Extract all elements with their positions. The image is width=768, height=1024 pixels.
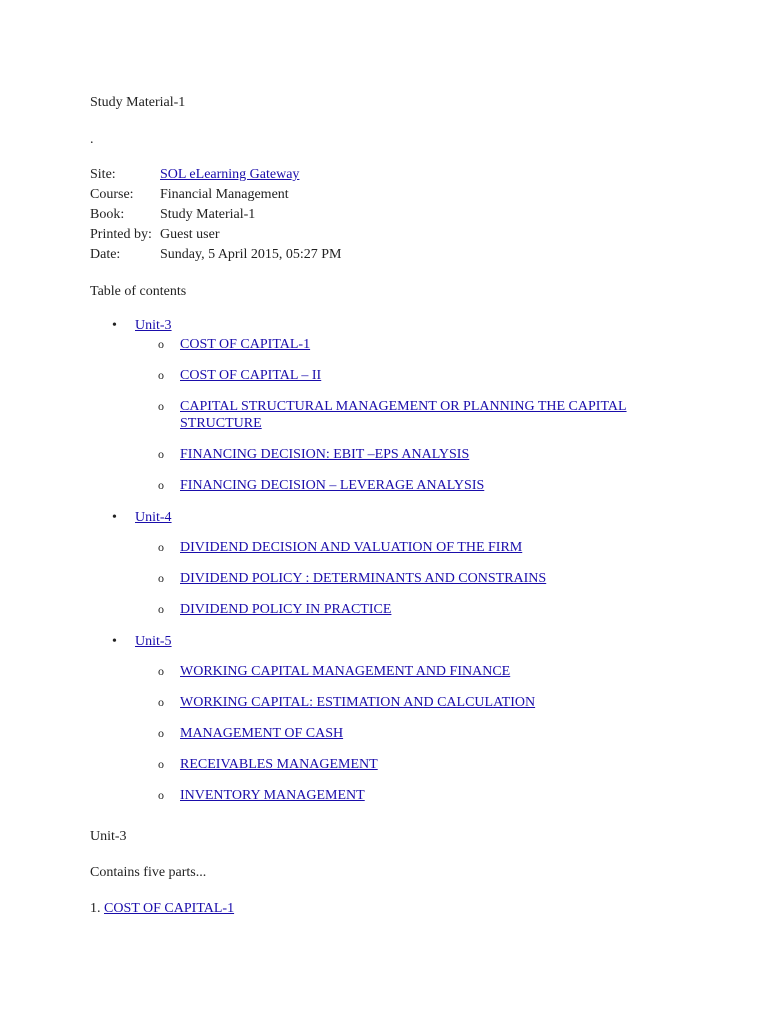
first-part-link[interactable]: COST OF CAPITAL-1 bbox=[104, 901, 235, 916]
metadata-value: Study Material-1 bbox=[160, 207, 256, 222]
toc-item-link[interactable]: COST OF CAPITAL – II bbox=[180, 368, 322, 383]
toc-item bbox=[135, 570, 700, 587]
metadata-row bbox=[90, 206, 342, 226]
metadata-value: Sunday, 5 April 2015, 05:27 PM bbox=[160, 247, 342, 262]
toc-item bbox=[135, 477, 700, 494]
toc-item bbox=[135, 367, 700, 384]
metadata-value: Financial Management bbox=[160, 187, 289, 202]
toc-item bbox=[135, 398, 700, 432]
metadata-row bbox=[90, 246, 342, 266]
metadata-key: Date: bbox=[90, 247, 121, 262]
metadata-key: Book: bbox=[90, 207, 125, 222]
toc-item-link[interactable]: WORKING CAPITAL: ESTIMATION AND CALCULATION bbox=[180, 695, 536, 710]
toc-unit-link[interactable]: Unit-5 bbox=[135, 634, 172, 649]
toc-item-link[interactable]: DIVIDEND DECISION AND VALUATION OF THE FIRM bbox=[180, 540, 523, 555]
toc-item bbox=[135, 756, 700, 773]
metadata-value-cell bbox=[160, 186, 342, 206]
table-of-contents bbox=[90, 317, 700, 804]
toc-item-link[interactable]: MANAGEMENT OF CASH bbox=[180, 726, 344, 741]
toc-item-link[interactable]: WORKING CAPITAL MANAGEMENT AND FINANCE bbox=[180, 664, 511, 679]
toc-item-link[interactable]: DIVIDEND POLICY : DETERMINANTS AND CONSTRAINS bbox=[180, 571, 547, 586]
metadata-row bbox=[90, 186, 342, 206]
toc-item bbox=[135, 601, 700, 618]
toc-unit bbox=[90, 633, 700, 804]
first-part-number: 1. bbox=[90, 901, 101, 916]
toc-heading: Table of contents bbox=[90, 284, 187, 299]
toc-sublist bbox=[135, 336, 700, 494]
toc-item-link[interactable]: RECEIVABLES MANAGEMENT bbox=[180, 757, 378, 772]
section-intro: Contains five parts... bbox=[90, 865, 207, 880]
metadata-row bbox=[90, 166, 342, 186]
toc-item bbox=[135, 694, 700, 711]
toc-item-link[interactable]: FINANCING DECISION – LEVERAGE ANALYSIS bbox=[180, 478, 485, 493]
toc-item-link[interactable]: FINANCING DECISION: EBIT –EPS ANALYSIS bbox=[180, 447, 470, 462]
document-title: Study Material-1 bbox=[90, 95, 186, 110]
metadata-value-cell bbox=[160, 166, 342, 186]
metadata-key: Course: bbox=[90, 187, 134, 202]
metadata-value-cell bbox=[160, 246, 342, 266]
toc-item bbox=[135, 663, 700, 680]
toc-item-link[interactable]: INVENTORY MANAGEMENT bbox=[180, 788, 365, 803]
toc-item bbox=[135, 336, 700, 353]
toc-unit-link[interactable]: Unit-4 bbox=[135, 510, 172, 525]
metadata-value-cell bbox=[160, 226, 342, 246]
metadata-value: Guest user bbox=[160, 227, 220, 242]
toc-item-link[interactable]: COST OF CAPITAL-1 bbox=[180, 337, 311, 352]
toc-unit-link[interactable]: Unit-3 bbox=[135, 318, 172, 333]
separator-dot: . bbox=[90, 132, 94, 147]
metadata-key: Printed by: bbox=[90, 227, 152, 242]
toc-unit bbox=[90, 509, 700, 618]
site-link[interactable]: SOL eLearning Gateway bbox=[160, 167, 300, 182]
metadata-value-cell bbox=[160, 206, 342, 226]
metadata-table bbox=[90, 166, 342, 266]
first-part-line bbox=[90, 900, 234, 918]
toc-item bbox=[135, 446, 700, 463]
toc-item-link[interactable]: DIVIDEND POLICY IN PRACTICE bbox=[180, 602, 392, 617]
section-heading: Unit-3 bbox=[90, 829, 127, 844]
metadata-key: Site: bbox=[90, 167, 116, 182]
toc-unit bbox=[90, 317, 700, 494]
toc-sublist bbox=[135, 539, 700, 618]
toc-item bbox=[135, 787, 700, 804]
toc-item bbox=[135, 539, 700, 556]
toc-item-link[interactable]: CAPITAL STRUCTURAL MANAGEMENT OR PLANNING THE CAPITAL STRUCTURE bbox=[180, 399, 627, 431]
toc-sublist bbox=[135, 663, 700, 804]
metadata-row bbox=[90, 226, 342, 246]
toc-item bbox=[135, 725, 700, 742]
